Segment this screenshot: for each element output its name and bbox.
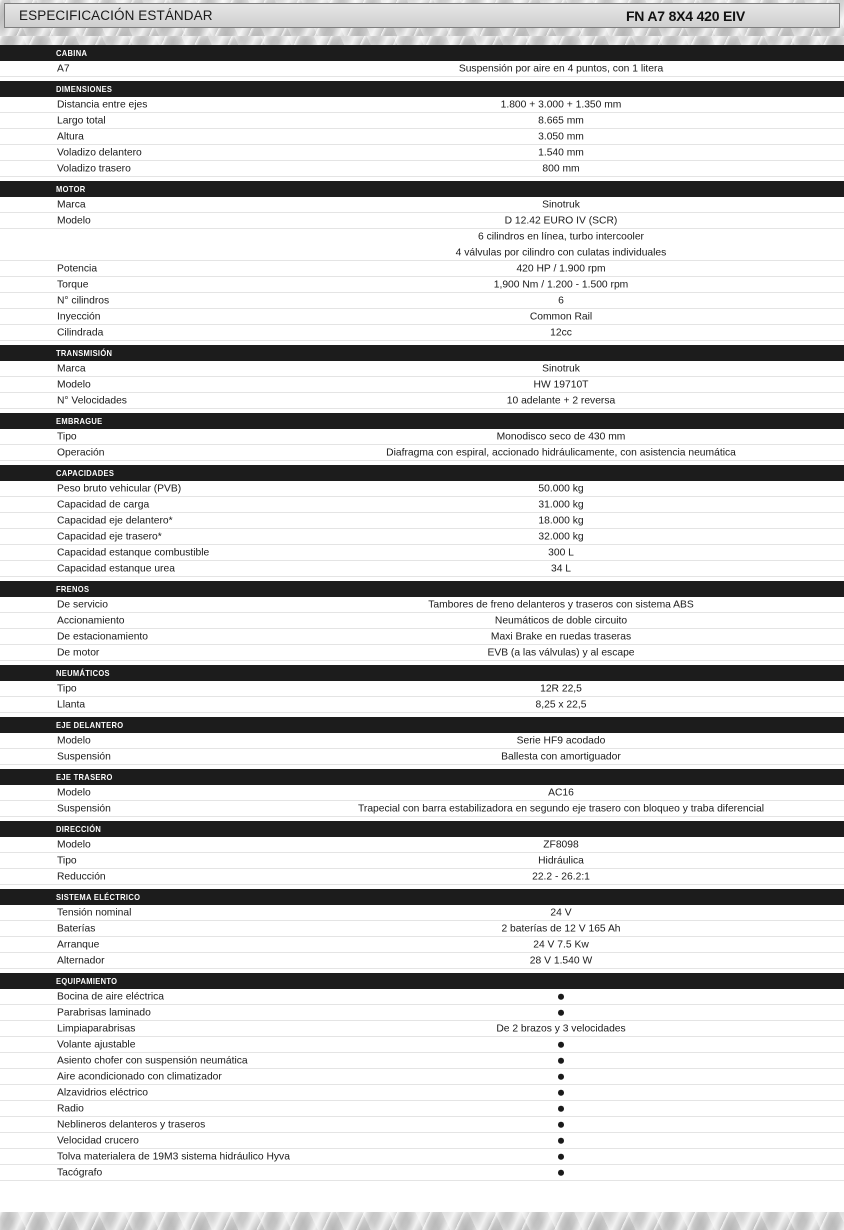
section-header-label: SISTEMA ELÉCTRICO bbox=[56, 892, 141, 902]
row-value: 24 V 7.5 Kw bbox=[533, 939, 589, 950]
row-value: Neumáticos de doble circuito bbox=[494, 615, 628, 626]
section-header bbox=[0, 665, 844, 681]
row-value: Trapecial con barra estabilizadora en segundo eje trasero con bloqueo y traba diferencial bbox=[357, 803, 765, 814]
bullet-icon bbox=[558, 1089, 564, 1096]
section-header bbox=[0, 717, 844, 733]
row-value: Suspensión por aire en 4 puntos, con 1 litera bbox=[458, 63, 664, 74]
row-label: A7 bbox=[57, 63, 70, 74]
row-value: 300 L bbox=[548, 547, 574, 558]
section-header bbox=[0, 465, 844, 481]
row-value: 1.540 mm bbox=[538, 147, 584, 158]
table-row bbox=[0, 113, 844, 129]
table-row bbox=[0, 245, 844, 261]
section-header bbox=[0, 413, 844, 429]
bullet-icon bbox=[558, 1137, 564, 1144]
row-label: Modelo bbox=[57, 215, 91, 226]
row-label: Largo total bbox=[57, 115, 106, 126]
table-row bbox=[0, 1069, 844, 1085]
table-row bbox=[0, 445, 844, 461]
row-label: Capacidad estanque combustible bbox=[57, 547, 210, 558]
row-value: Ballesta con amortiguador bbox=[501, 751, 621, 762]
row-label: Alzavidrios eléctrico bbox=[57, 1087, 148, 1098]
row-value: 6 cilindros en línea, turbo intercooler bbox=[478, 231, 644, 243]
row-label: Alternador bbox=[57, 955, 105, 966]
row-value: 28 V 1.540 W bbox=[529, 955, 593, 966]
row-value: 8,25 x 22,5 bbox=[535, 699, 587, 710]
row-value: Maxi Brake en ruedas traseras bbox=[490, 631, 632, 642]
row-label: Cilindrada bbox=[57, 327, 104, 338]
table-row bbox=[0, 197, 844, 213]
row-label: Voladizo delantero bbox=[57, 147, 142, 158]
row-label: Modelo bbox=[57, 735, 91, 746]
row-label: Inyección bbox=[57, 311, 101, 322]
section-header bbox=[0, 821, 844, 837]
table-row bbox=[0, 393, 844, 409]
section-header-label: FRENOS bbox=[56, 584, 90, 594]
bullet-icon bbox=[558, 1121, 564, 1128]
row-value: 32.000 kg bbox=[538, 531, 584, 542]
table-row bbox=[0, 613, 844, 629]
row-value: 24 V bbox=[550, 907, 572, 918]
row-label: Tensión nominal bbox=[57, 907, 132, 918]
page-title: ESPECIFICACIÓN ESTÁNDAR bbox=[19, 8, 213, 23]
table-row bbox=[0, 277, 844, 293]
document-header bbox=[0, 0, 844, 36]
row-label: Peso bruto vehicular (PVB) bbox=[57, 483, 182, 494]
row-label: De servicio bbox=[57, 599, 108, 610]
row-label: Modelo bbox=[57, 839, 91, 850]
section-header-label: DIMENSIONES bbox=[56, 84, 113, 94]
row-value: 22.2 - 26.2:1 bbox=[532, 871, 590, 882]
section-header-label: EMBRAGUE bbox=[56, 416, 103, 426]
row-label: Tolva materialera de 19M3 sistema hidráulico Hyva bbox=[57, 1151, 290, 1162]
table-row bbox=[0, 953, 844, 969]
row-value: Sinotruk bbox=[542, 363, 580, 374]
row-label: Parabrisas laminado bbox=[57, 1007, 151, 1018]
row-value: 1,900 Nm / 1.200 - 1.500 rpm bbox=[493, 279, 629, 290]
row-label: N° cilindros bbox=[57, 295, 110, 306]
section-header-label: TRANSMISIÓN bbox=[56, 348, 113, 358]
row-label: Reducción bbox=[57, 871, 106, 882]
bullet-icon bbox=[558, 1057, 564, 1064]
row-label: Arranque bbox=[57, 939, 100, 950]
table-row bbox=[0, 905, 844, 921]
table-row bbox=[0, 1133, 844, 1149]
row-value: 18.000 kg bbox=[538, 515, 584, 526]
table-row bbox=[0, 785, 844, 801]
row-label: N° Velocidades bbox=[57, 395, 127, 406]
header-plate bbox=[4, 3, 840, 28]
section-header-label: EQUIPAMIENTO bbox=[56, 976, 118, 986]
row-label: Aire acondicionado con climatizador bbox=[57, 1071, 222, 1082]
table-row bbox=[0, 1165, 844, 1181]
row-value: 3.050 mm bbox=[538, 131, 584, 142]
table-row bbox=[0, 749, 844, 765]
row-value: Tambores de freno delanteros y traseros con sistema ABS bbox=[428, 599, 694, 610]
table-row bbox=[0, 645, 844, 661]
table-row bbox=[0, 853, 844, 869]
table-row bbox=[0, 1101, 844, 1117]
row-value: Monodisco seco de 430 mm bbox=[496, 431, 626, 442]
row-label: Suspensión bbox=[57, 751, 111, 762]
section-header-label: CAPACIDADES bbox=[56, 468, 115, 478]
table-row bbox=[0, 261, 844, 277]
row-value: 4 válvulas por cilindro con culatas individuales bbox=[455, 247, 667, 258]
table-row bbox=[0, 481, 844, 497]
row-label: Voladizo trasero bbox=[57, 163, 131, 174]
section-header bbox=[0, 581, 844, 597]
table-row bbox=[0, 697, 844, 713]
row-value: 50.000 kg bbox=[538, 483, 584, 494]
row-value: 12R 22,5 bbox=[540, 683, 582, 694]
bullet-icon bbox=[558, 1009, 564, 1016]
table-row bbox=[0, 1117, 844, 1133]
table-row bbox=[0, 561, 844, 577]
section-header-label: EJE TRASERO bbox=[56, 772, 113, 782]
table-row bbox=[0, 1005, 844, 1021]
row-value: Hidráulica bbox=[538, 855, 584, 866]
table-row bbox=[0, 61, 844, 77]
table-row bbox=[0, 545, 844, 561]
row-label: Llanta bbox=[57, 699, 86, 710]
row-value: 10 adelante + 2 reversa bbox=[506, 395, 616, 406]
section-header bbox=[0, 81, 844, 97]
table-row bbox=[0, 801, 844, 817]
table-row bbox=[0, 229, 844, 245]
row-label: Modelo bbox=[57, 379, 91, 390]
row-label: De motor bbox=[57, 647, 100, 658]
row-value: 800 mm bbox=[542, 163, 580, 174]
table-row bbox=[0, 513, 844, 529]
table-row bbox=[0, 937, 844, 953]
table-row bbox=[0, 629, 844, 645]
table-row bbox=[0, 309, 844, 325]
section-header bbox=[0, 345, 844, 361]
table-row bbox=[0, 377, 844, 393]
row-label: Torque bbox=[57, 279, 89, 290]
row-value: AC16 bbox=[548, 787, 574, 798]
row-label: Tipo bbox=[57, 431, 77, 442]
row-value: Diafragma con espiral, accionado hidráulicamente, con asistencia neumática bbox=[386, 447, 736, 458]
table-row bbox=[0, 1085, 844, 1101]
row-label: Tipo bbox=[57, 683, 77, 694]
header-texture-strip bbox=[0, 36, 844, 45]
row-label: Modelo bbox=[57, 787, 91, 798]
row-label: Altura bbox=[57, 131, 84, 142]
table-row bbox=[0, 733, 844, 749]
bullet-icon bbox=[558, 1169, 564, 1176]
row-label: Capacidad eje trasero* bbox=[57, 531, 162, 542]
table-row bbox=[0, 129, 844, 145]
table-row bbox=[0, 869, 844, 885]
row-label: Bocina de aire eléctrica bbox=[57, 991, 165, 1002]
table-row bbox=[0, 145, 844, 161]
table-row bbox=[0, 921, 844, 937]
bullet-icon bbox=[558, 1153, 564, 1160]
row-label: Distancia entre ejes bbox=[57, 99, 148, 110]
bullet-icon bbox=[558, 1041, 564, 1048]
row-label: Marca bbox=[57, 199, 86, 210]
row-value: D 12.42 EURO IV (SCR) bbox=[504, 215, 618, 226]
row-label: Tipo bbox=[57, 855, 77, 866]
table-row bbox=[0, 429, 844, 445]
table-row bbox=[0, 1149, 844, 1165]
row-label: Limpiaparabrisas bbox=[57, 1023, 136, 1034]
bullet-icon bbox=[558, 1105, 564, 1112]
row-value: HW 19710T bbox=[533, 379, 589, 390]
specification-table bbox=[0, 45, 844, 1181]
row-value: Serie HF9 acodado bbox=[516, 735, 606, 746]
row-value: ZF8098 bbox=[543, 839, 579, 850]
table-row bbox=[0, 1037, 844, 1053]
row-value: 31.000 kg bbox=[538, 499, 584, 510]
row-label: Volante ajustable bbox=[57, 1039, 136, 1050]
table-row bbox=[0, 213, 844, 229]
table-row bbox=[0, 161, 844, 177]
section-header bbox=[0, 181, 844, 197]
table-row bbox=[0, 97, 844, 113]
row-label: Capacidad eje delantero* bbox=[57, 515, 173, 526]
row-value: Sinotruk bbox=[542, 199, 580, 210]
row-label: Neblineros delanteros y traseros bbox=[57, 1119, 206, 1130]
table-row bbox=[0, 1053, 844, 1069]
table-row bbox=[0, 681, 844, 697]
section-header bbox=[0, 45, 844, 61]
model-name: FN A7 8X4 420 EIV bbox=[625, 7, 745, 24]
table-row bbox=[0, 989, 844, 1005]
row-value: 34 L bbox=[550, 563, 572, 574]
row-value: 8.665 mm bbox=[538, 115, 584, 126]
row-label: Baterías bbox=[57, 923, 96, 934]
section-header-label: EJE DELANTERO bbox=[56, 720, 124, 730]
row-label: Asiento chofer con suspensión neumática bbox=[57, 1055, 248, 1066]
row-value: EVB (a las válvulas) y al escape bbox=[487, 647, 635, 658]
table-row bbox=[0, 529, 844, 545]
table-row bbox=[0, 597, 844, 613]
bullet-icon bbox=[558, 993, 564, 1000]
row-label: Capacidad de carga bbox=[57, 499, 150, 510]
row-label: De estacionamiento bbox=[57, 631, 149, 642]
table-row bbox=[0, 497, 844, 513]
row-label: Suspensión bbox=[57, 803, 111, 814]
section-header bbox=[0, 889, 844, 905]
section-header-label: MOTOR bbox=[56, 184, 86, 194]
table-row bbox=[0, 325, 844, 341]
row-value: Common Rail bbox=[529, 311, 593, 322]
table-row bbox=[0, 293, 844, 309]
table-row bbox=[0, 837, 844, 853]
row-label: Velocidad crucero bbox=[57, 1135, 139, 1146]
row-value: 1.800 + 3.000 + 1.350 mm bbox=[500, 99, 622, 110]
section-header-label: DIRECCIÓN bbox=[56, 824, 102, 834]
row-label: Marca bbox=[57, 363, 86, 374]
bullet-icon bbox=[558, 1073, 564, 1080]
table-row bbox=[0, 361, 844, 377]
document-footer bbox=[0, 1212, 844, 1230]
row-label: Capacidad estanque urea bbox=[57, 563, 175, 574]
row-value: 6 bbox=[558, 295, 564, 306]
row-label: Radio bbox=[57, 1103, 84, 1114]
row-label: Operación bbox=[57, 447, 105, 458]
section-header bbox=[0, 973, 844, 989]
section-header-label: CABINA bbox=[56, 48, 88, 58]
row-value: 420 HP / 1.900 rpm bbox=[516, 263, 606, 274]
row-value: De 2 brazos y 3 velocidades bbox=[496, 1023, 626, 1034]
row-value: 2 baterías de 12 V 165 Ah bbox=[501, 923, 621, 934]
row-label: Accionamiento bbox=[57, 615, 125, 626]
table-row bbox=[0, 1021, 844, 1037]
section-header-label: NEUMÁTICOS bbox=[56, 668, 110, 678]
section-header bbox=[0, 769, 844, 785]
row-label: Potencia bbox=[57, 263, 98, 274]
row-label: Tacógrafo bbox=[57, 1167, 103, 1178]
row-value: 12cc bbox=[550, 327, 572, 338]
